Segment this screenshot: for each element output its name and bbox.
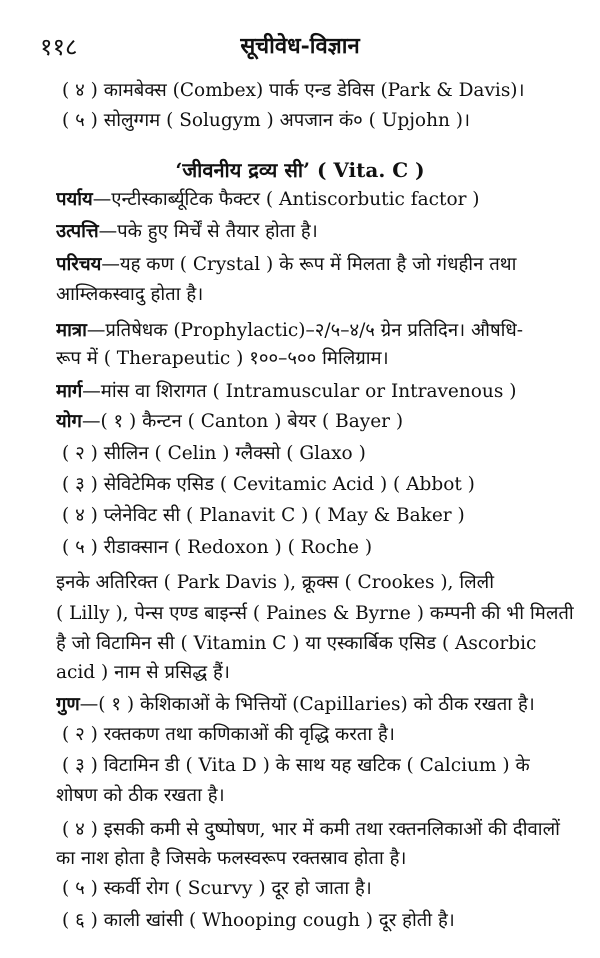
- text-line: शोषण को ठीक रखता है।: [56, 785, 225, 806]
- text-line: इनके अतिरिक्त ( Park Davis ), क्रूक्स ( Crookes ), लिली: [56, 572, 494, 593]
- section-heading: ‘जीवनीय द्रव्य सी’ ( Vita. C ): [175, 158, 425, 182]
- text-line: ( २ ) सीलिन ( Celin ) ग्लैक्सो ( Glaxo ): [62, 443, 366, 464]
- text-line: ( ४ ) इसकी कमी से दुष्पोषण, भार में कमी तथा रक्तनलिकाओं की दीवालों: [62, 819, 560, 840]
- text-line: ( ५ ) सोलुग्गम ( Solugym ) अपजान कं० ( Upjohn )।: [62, 110, 471, 131]
- text-line: ( ४ ) कामबेक्स (Combex) पार्क एन्ड डेविस (Park & Davis)।: [62, 80, 525, 101]
- text-line: ( ३ ) सेविटेमिक एसिड ( Cevitamic Acid ) ( Abbot ): [62, 474, 475, 495]
- text-line: मात्रा—प्रतिषेधक (Prophylactic)–२/५–४/५ ग्रेन प्रतिदिन। औषधि-: [56, 320, 524, 341]
- text-line: ( ५ ) स्कर्वी रोग ( Scurvy ) दूर हो जाता है।: [62, 878, 372, 899]
- running-title: सूचीवेध-विज्ञान: [240, 33, 360, 59]
- term-label: उत्पत्ति: [56, 221, 99, 242]
- text-line: परिचय—यह कण ( Crystal ) के रूप में मिलता है जो गंधहीन तथा: [56, 254, 517, 275]
- page-header: [40, 30, 560, 64]
- text-line: रूप में ( Therapeutic ) १००–५०० मिलिग्राम।: [56, 348, 389, 369]
- text-line: ( ६ ) काली खांसी ( Whooping cough ) दूर होती है।: [62, 910, 455, 931]
- term-label: गुण: [56, 694, 80, 715]
- text-line: उत्पत्ति—पके हुए मिर्चें से तैयार होता है।: [56, 221, 318, 242]
- text-line: योग—( १ ) कैन्टन ( Canton ) बेयर ( Bayer ): [56, 411, 404, 432]
- text-line: गुण—( १ ) केशिकाओं के भित्तियों (Capillaries) को ठीक रखता है।: [56, 694, 535, 715]
- text-line: ( २ ) रक्तकण तथा कणिकाओं की वृद्धि करता है।: [62, 724, 395, 745]
- text-line: आम्लिकस्वादु होता है।: [56, 284, 204, 305]
- page-number: ११८: [40, 33, 78, 61]
- text-line: ( Lilly ), पेन्स एण्ड बाइर्न्स ( Paines & Byrne ) कम्पनी की भी मिलती: [56, 603, 574, 624]
- term-label: मार्ग: [56, 381, 83, 402]
- text-line: ( ४ ) प्लेनेविट सी ( Planavit C ) ( May & Baker ): [62, 505, 465, 526]
- text-line: है जो विटामिन सी ( Vitamin C ) या एस्कार्बिक एसिड ( Ascorbic: [56, 633, 537, 654]
- text-line: मार्ग—मांस वा शिरागत ( Intramuscular or Intravenous ): [56, 381, 517, 402]
- term-label: परिचय: [56, 254, 102, 275]
- term-label: मात्रा: [56, 320, 87, 341]
- text-line: ( ५ ) रीडाक्सान ( Redoxon ) ( Roche ): [62, 537, 373, 558]
- text-line: पर्याय—एन्टीस्कार्ब्यूटिक फैक्टर ( Antiscorbutic factor ): [56, 189, 480, 210]
- text-line: ( ३ ) विटामिन डी ( Vita D ) के साथ यह खटिक ( Calcium ) के: [62, 755, 530, 776]
- term-label: पर्याय: [56, 189, 93, 210]
- text-line: का नाश होता है जिसके फलस्वरूप रक्तस्राव होता है।: [56, 848, 407, 869]
- term-label: योग: [56, 411, 82, 432]
- text-line: acid ) नाम से प्रसिद्ध हैं।: [56, 662, 230, 683]
